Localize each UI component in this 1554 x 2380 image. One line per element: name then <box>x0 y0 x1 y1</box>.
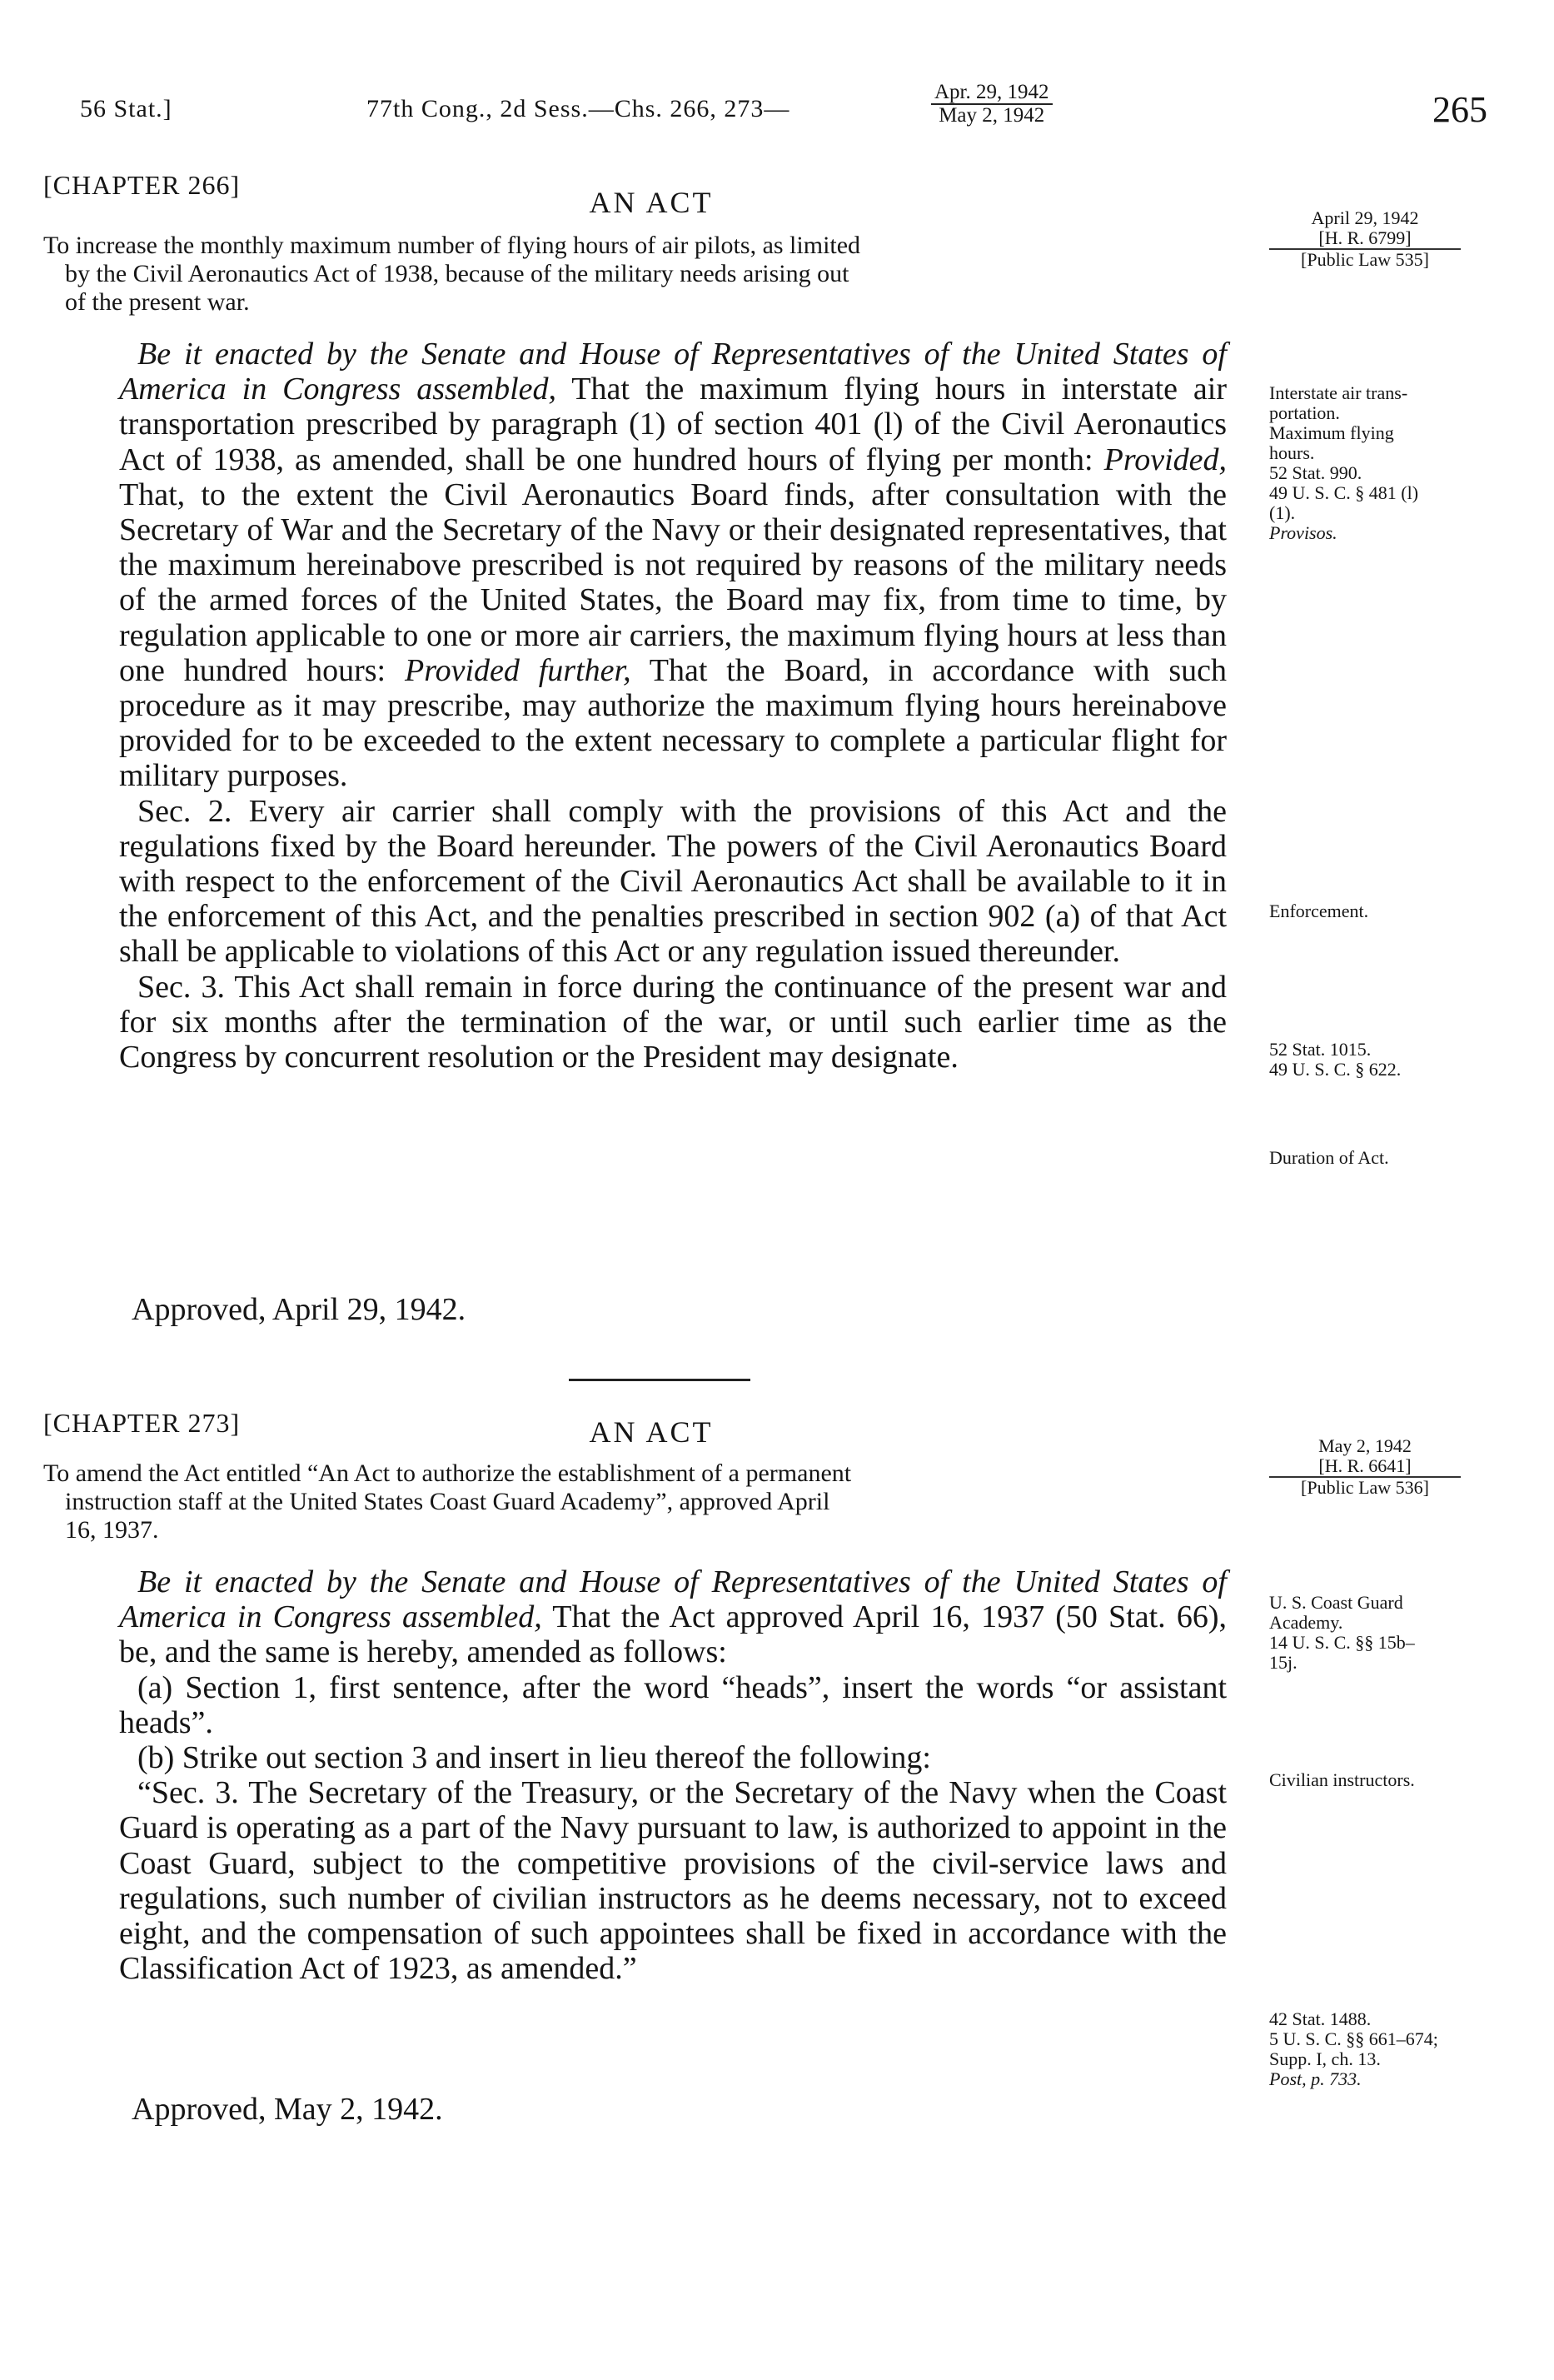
header-date-top: Apr. 29, 1942 <box>931 82 1053 105</box>
note-post <box>1269 2069 1461 2089</box>
note-line: (1). <box>1269 502 1296 523</box>
title-line: To amend the Act entitled “An Act to authorize the establishment of a permanent <box>43 1459 852 1487</box>
paragraph-a: (a) Section 1, first sentence, after the word “heads”, insert the words “or assistant heads”. <box>119 1669 1227 1740</box>
chapter-266-title <box>43 232 1248 317</box>
proviso-further: Provided further, <box>404 652 631 688</box>
chapter-273-title <box>43 1459 1248 1544</box>
section-divider <box>569 1379 750 1381</box>
section-2: Sec. 2. Every air carrier shall comply with the provisions of this Act and the regulations fixed by the Board hereunder. The powers of the Civil Aeronautics Board with respect to the enforcement of the Civil Aeronautics Act shall be available to it in the enforcement of this Act, and the penalties prescribed in section 902 (a) of that Act shall be applicable to violations of this Act or any regulation issued thereunder. <box>119 793 1227 970</box>
note-statute-citations <box>1269 2009 1461 2089</box>
proviso: Provided, <box>1103 442 1227 477</box>
header-dates <box>931 82 1053 127</box>
note-line: hours. <box>1269 442 1315 463</box>
congress-session: 77th Cong., 2d Sess.—Chs. 266, 273— <box>366 95 790 122</box>
chapter-273-heading: AN ACT <box>589 1415 714 1449</box>
note-line: 49 U. S. C. § 481 (l) <box>1269 482 1419 503</box>
enacting-clause: Be it enacted by the Senate and House of Representatives of the United States of America in Congress assembled, <box>119 1564 1227 1635</box>
note-line: 52 Stat. 990. <box>1269 462 1362 483</box>
note-enforcement-citation <box>1269 1040 1461 1080</box>
title-line: of the present war. <box>65 288 250 316</box>
note-line: Interstate air trans- <box>1269 382 1408 403</box>
note-line: 49 U. S. C. § 622. <box>1269 1059 1402 1080</box>
chapter-273-approved: Approved, May 2, 1942. <box>132 2092 443 2127</box>
margin-public-law: [Public Law 536] <box>1301 1477 1429 1498</box>
section-3: Sec. 3. This Act shall remain in force during the continuance of the present war and for six months after the termination of the war, or until such earlier time as the Congress by concurrent resolution or the President may designate. <box>119 969 1227 1075</box>
note-line: 52 Stat. 1015. <box>1269 1039 1372 1060</box>
paragraph-b: (b) Strike out section 3 and insert in lieu thereof the following: <box>137 1740 931 1776</box>
note-line: Maximum flying <box>1269 422 1394 443</box>
note-line: 5 U. S. C. §§ 661–674; <box>1269 2028 1438 2049</box>
margin-bill: [H. R. 6641] <box>1269 1456 1461 1478</box>
section-1 <box>119 337 1227 794</box>
note-civilian-instructors: Civilian instructors. <box>1269 1769 1415 1790</box>
chapter-273-label: [CHAPTER 273] <box>43 1408 241 1438</box>
section-1-text-c: That the Board, in accordance with such procedure as it may prescribe, may authorize the maximum flying hours hereinabove provided for to be exceeded to the extent necessary to complete a particular flight for military purposes. <box>119 652 1227 794</box>
quoted-section-3: “Sec. 3. The Secretary of the Treasury, or the Secretary of the Navy when the Coast Guard is operating as a part of the Navy pursuant to law, is authorized to appoint in the Coast Guard, subject to the competitive provisions of the civil-service laws and regulations, such number of civilian instructors as he deems necessary, not to exceed eight, and the compensation of such appointees shall be fixed in accordance with the Classification Act of 1923, as amended.” <box>119 1775 1227 1987</box>
note-provisos <box>1269 523 1461 543</box>
title-line: by the Civil Aeronautics Act of 1938, because of the military needs arising out <box>65 260 849 287</box>
note-line: portation. <box>1269 402 1340 423</box>
margin-bill: [H. R. 6799] <box>1269 228 1461 250</box>
chapter-266-marginal-notes <box>1269 383 1461 543</box>
title-line: 16, 1937. <box>65 1516 159 1544</box>
note-line: U. S. Coast Guard <box>1269 1592 1403 1613</box>
margin-public-law: [Public Law 535] <box>1301 249 1429 270</box>
section-1-text-b: That, to the extent the Civil Aeronautics Board finds, after consultation with the Secretary of War and the Secretary of the Navy or their designated representatives, that the maximum hereinabove prescribed is not required by reasons of the military needs of the armed forces of the United States, the Board may fix, from time to time, by regulation applicable to one or more air carriers, the maximum flying hours at less than one hundred hours: <box>119 476 1227 688</box>
running-header <box>80 81 1487 140</box>
enacting-clause: Be it enacted by the Senate and House of Representatives of the United States of America in Congress assembled, <box>119 337 1227 407</box>
note-duration: Duration of Act. <box>1269 1147 1389 1168</box>
chapter-266-heading: AN ACT <box>589 186 714 219</box>
margin-date: May 2, 1942 <box>1318 1435 1412 1456</box>
title-line: To increase the monthly maximum number of flying hours of air pilots, as limited <box>43 232 861 259</box>
chapter-266-margin-citation <box>1269 208 1461 270</box>
note-line: Academy. <box>1269 1612 1343 1633</box>
margin-date: April 29, 1942 <box>1311 207 1419 228</box>
header-date-bottom: May 2, 1942 <box>939 104 1045 127</box>
note-post-text: Post, p. 733. <box>1269 2068 1362 2089</box>
title-line: instruction staff at the United States Coast Guard Academy”, approved April <box>65 1488 830 1515</box>
section-1-text-a: That the maximum flying hours in interstate air transportation prescribed by paragraph (1) of section 401 (l) of the Civil Aeronautics Act of 1938, as amended, shall be one hundred hours of flying per month: <box>119 372 1227 477</box>
page-number: 265 <box>1432 89 1487 130</box>
chapter-266-approved: Approved, April 29, 1942. <box>132 1292 466 1327</box>
volume-reference: 56 Stat.] <box>80 95 172 122</box>
chapter-266-label: [CHAPTER 266] <box>43 170 241 200</box>
note-line: 15j. <box>1269 1652 1297 1673</box>
chapter-273-margin-citation <box>1269 1436 1461 1498</box>
note-line: 42 Stat. 1488. <box>1269 2008 1372 2029</box>
note-line: Supp. I, ch. 13. <box>1269 2048 1381 2069</box>
note-enforcement: Enforcement. <box>1269 901 1369 921</box>
chapter-266-body <box>119 337 1227 1075</box>
note-line: 14 U. S. C. §§ 15b– <box>1269 1632 1415 1653</box>
intro-text: That the Act approved April 16, 1937 (50 Stat. 66), be, and the same is hereby, amended as follows: <box>119 1599 1227 1670</box>
chapter-273-body <box>119 1564 1227 1986</box>
enacting-paragraph <box>119 1564 1227 1670</box>
chapter-273-marginal-notes <box>1269 1593 1461 1673</box>
note-provisos-text: Provisos. <box>1269 522 1337 543</box>
